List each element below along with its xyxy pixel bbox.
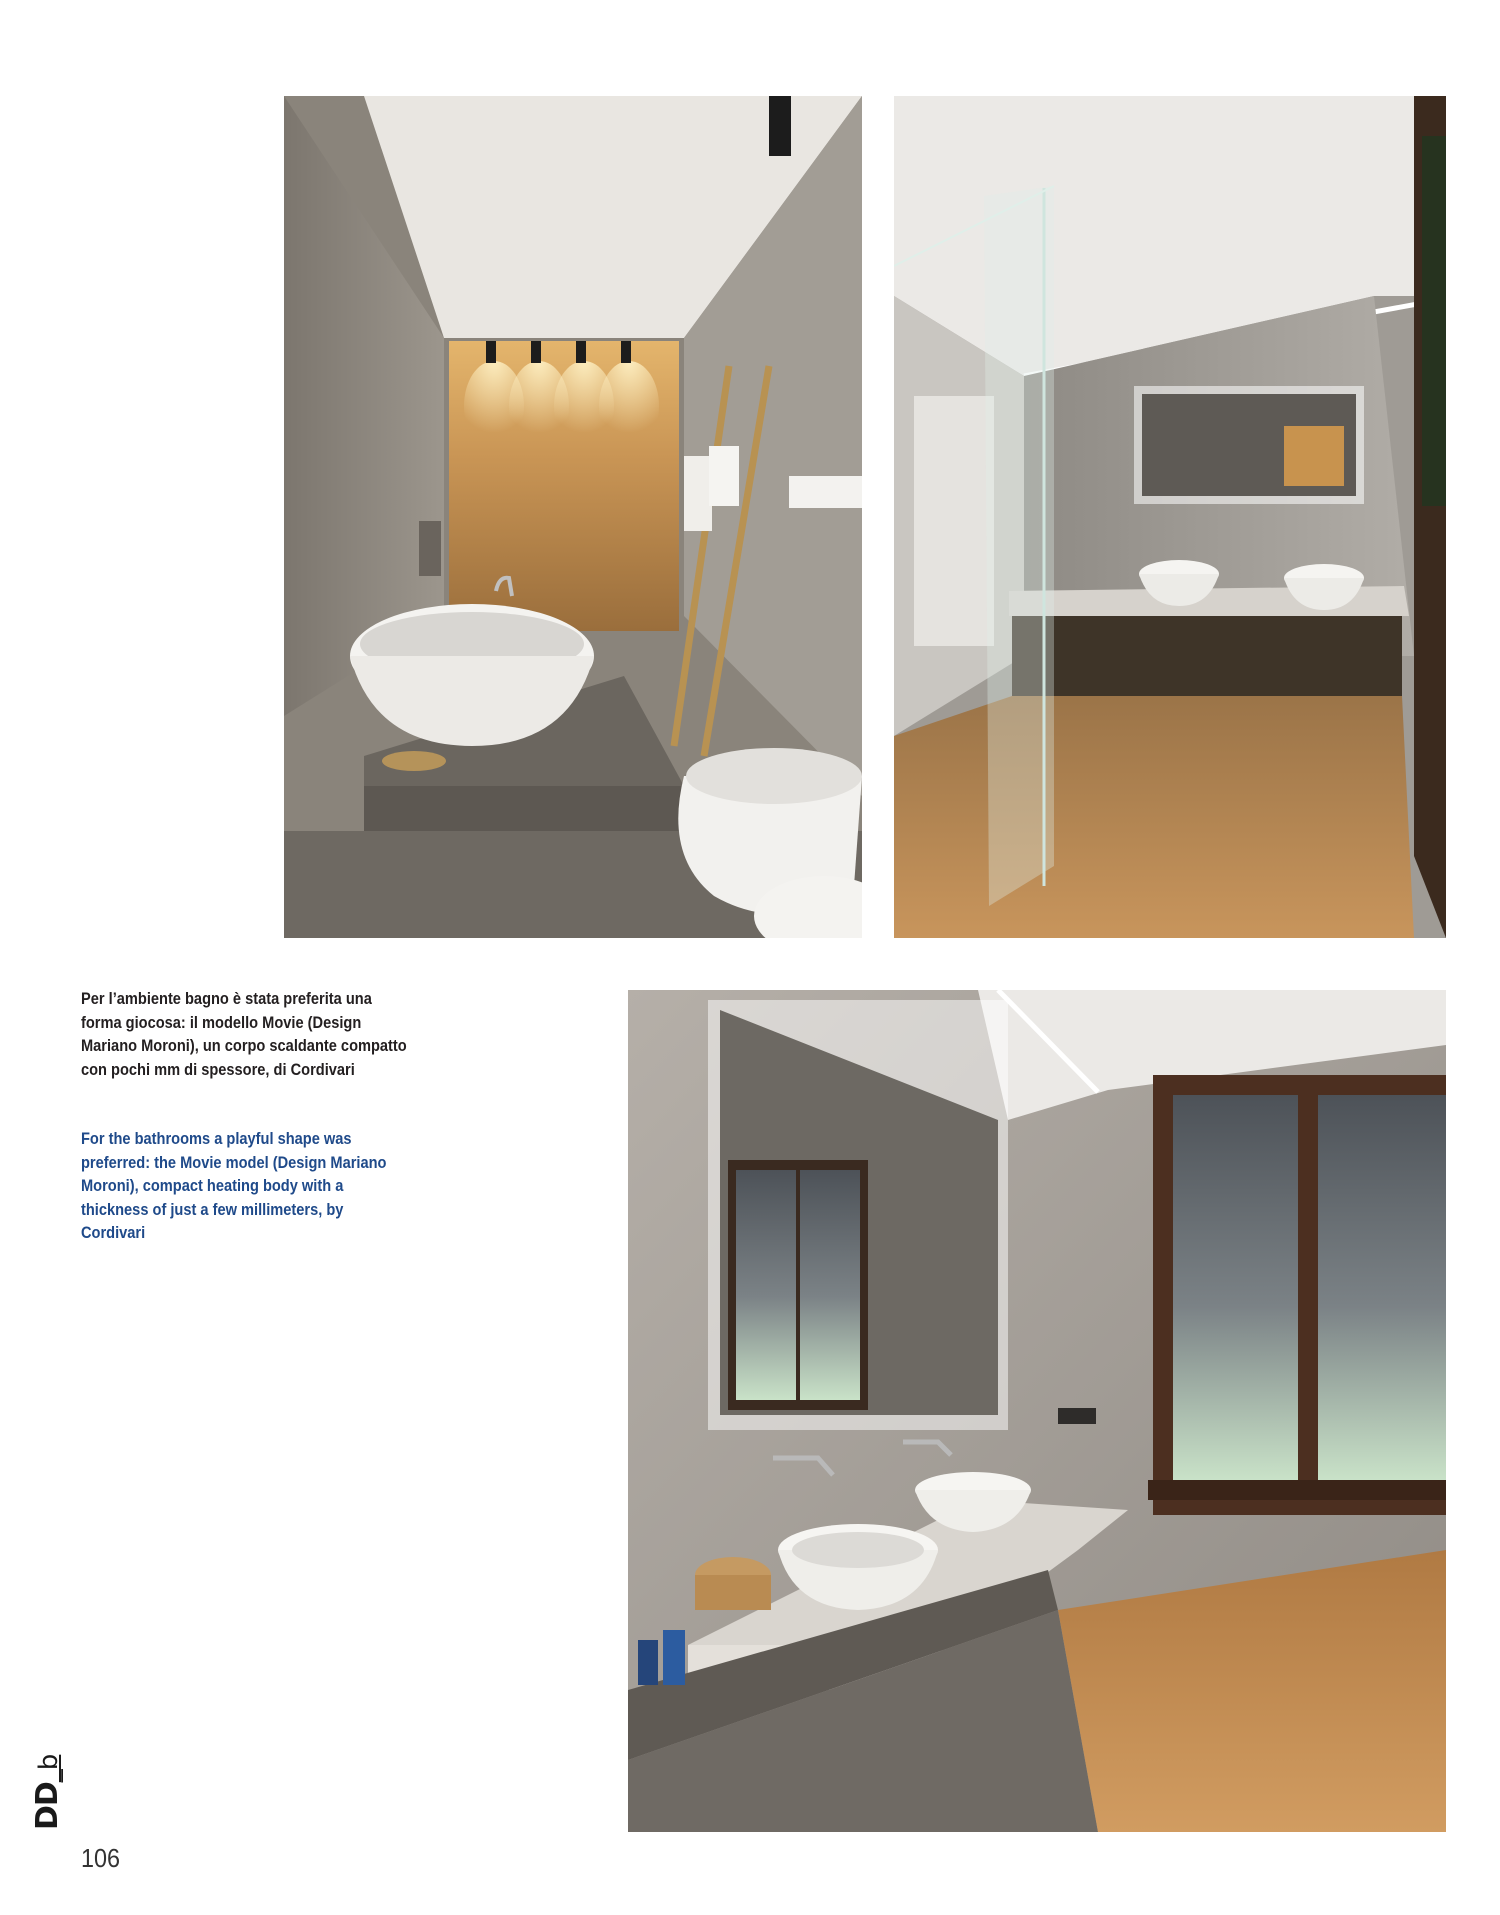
caption-italian: Per l’ambiente bagno è stata preferita una forma giocosa: il modello Movie (Design Mariano Moroni), un corpo scaldante compatto con pochi mm di spessore, di Cordivari <box>81 989 407 1079</box>
photo-shower-room <box>894 96 1446 938</box>
magazine-logo <box>30 1755 65 1830</box>
vanity-illustration <box>628 990 1446 1832</box>
page-number: 106 <box>81 1843 121 1873</box>
photo-bathtub-room <box>284 96 862 938</box>
logo-main: DD <box>30 1782 65 1830</box>
logo-suffix: _b <box>34 1754 64 1783</box>
bathtub-room-illustration <box>284 96 862 938</box>
shower-room-illustration <box>894 96 1446 938</box>
caption-english: For the bathrooms a playful shape was preferred: the Movie model (Design Mariano Moroni), compact heating body with a thickness of just a few millimeters, by Cordivari <box>81 1129 387 1242</box>
photo-vanity-window <box>628 990 1446 1832</box>
